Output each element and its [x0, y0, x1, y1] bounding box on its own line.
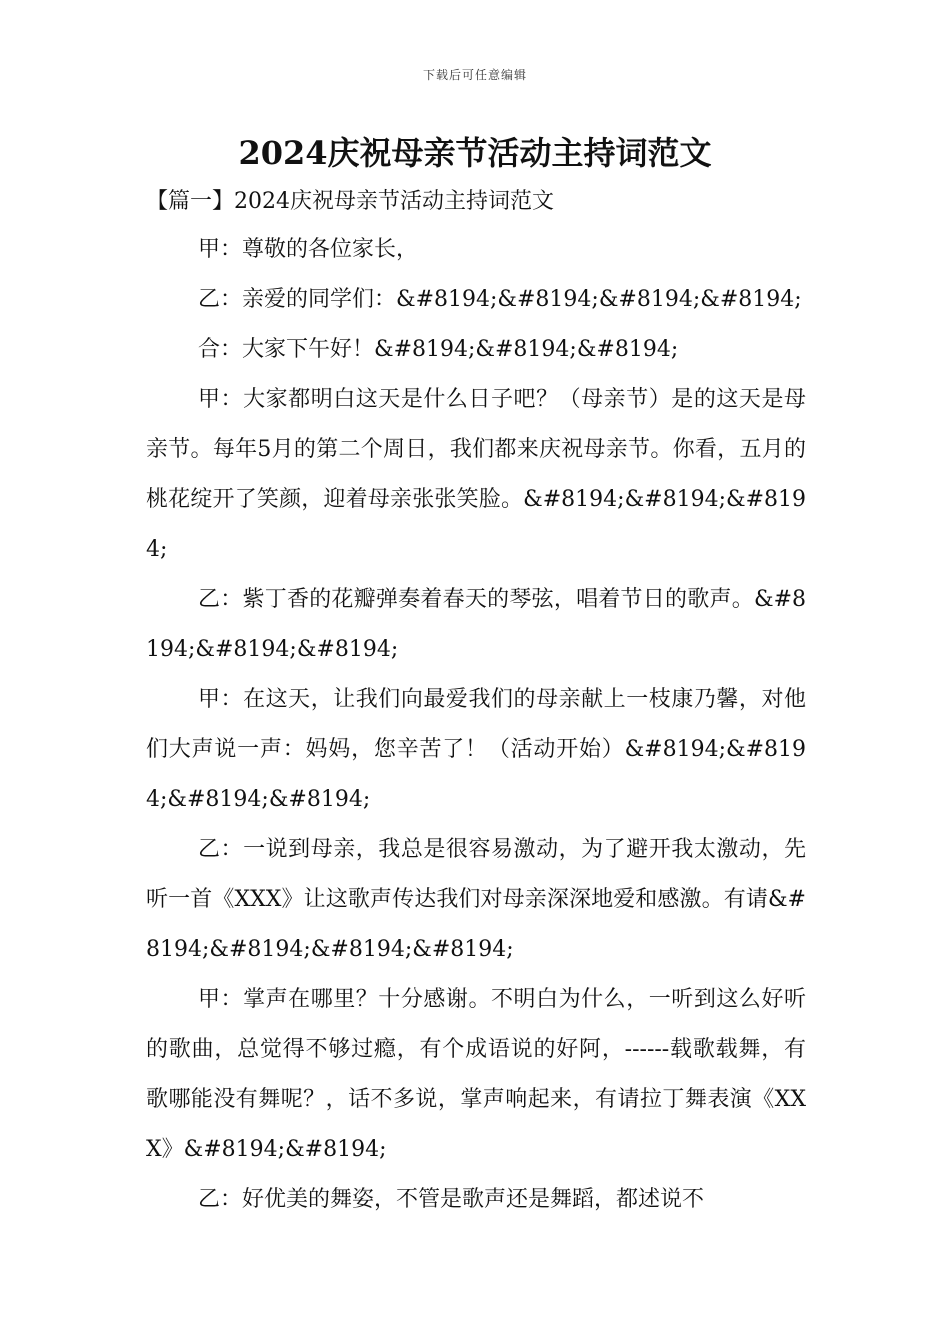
paragraph: 甲：在这天，让我们向最爱我们的母亲献上一枝康乃馨，对他们大声说一声：妈妈，您辛苦了！（活动开始）&#8194;&#8194;&#8194;&#8194; — [146, 687, 806, 812]
paragraph: 乙：紫丁香的花瓣弹奏着春天的琴弦，唱着节日的歌声。&#8194;&#8194;&#8194; — [146, 587, 806, 662]
paragraph: 甲：大家都明白这天是什么日子吧？（母亲节）是的这天是母亲节。每年5月的第二个周日，我们都来庆祝母亲节。你看，五月的桃花绽开了笑颜，迎着母亲张张笑脸。&#8194;&#8194;&#8194; — [146, 387, 806, 562]
header-note: 下载后可任意编辑 — [422, 68, 527, 82]
paragraph: 合：大家下午好！&#8194;&#8194;&#8194; — [198, 337, 679, 362]
paragraph: 乙：一说到母亲，我总是很容易激动，为了避开我太激动，先听一首《XXX》让这歌声传达我们对母亲深深地爱和感激。有请&#8194;&#8194;&#8194;&#8194; — [146, 837, 806, 962]
section-heading: 【篇一】2024庆祝母亲节活动主持词范文 — [146, 189, 554, 214]
paragraph: 乙：好优美的舞姿，不管是歌声还是舞蹈，都述说不 — [198, 1187, 705, 1212]
paragraph: 乙：亲爱的同学们：&#8194;&#8194;&#8194;&#8194; — [198, 287, 802, 312]
paragraph: 甲：掌声在哪里？十分感谢。不明白为什么，一听到这么好听的歌曲，总觉得不够过瘾，有个成语说的好阿，------载歌载舞，有歌哪能没有舞呢？，话不多说，掌声响起来，有请拉丁舞表演《XXX》&#8194;&#8194; — [146, 987, 806, 1162]
paragraph: 甲：尊敬的各位家长， — [198, 237, 419, 262]
document-body — [146, 225, 806, 1225]
document-title: 2024庆祝母亲节活动主持词范文 — [238, 134, 712, 172]
